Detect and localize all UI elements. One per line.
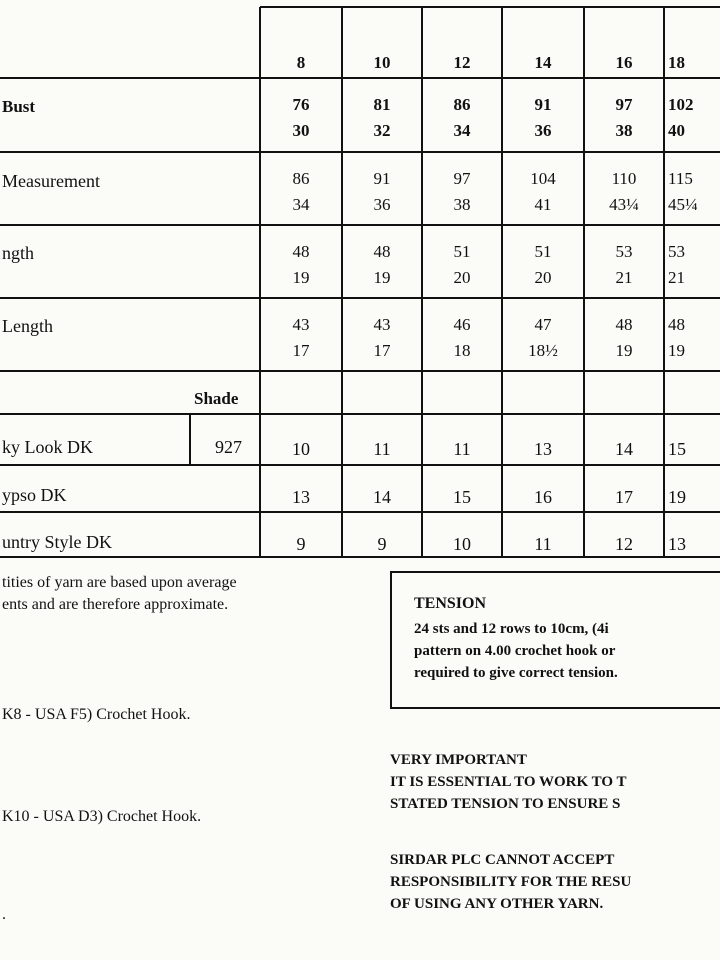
important-line-1: IT IS ESSENTIAL TO WORK TO T xyxy=(390,774,627,790)
yarn-note-line-2: ents and are therefore approximate. xyxy=(2,596,229,613)
yarn-ball-count: 11 xyxy=(453,439,471,459)
important-heading: VERY IMPORTANT xyxy=(390,752,527,768)
yarn-ball-count: 10 xyxy=(453,534,471,554)
cm-value: 43 xyxy=(373,315,391,334)
measurement-cell xyxy=(422,312,502,364)
size-10: 10 xyxy=(373,53,391,72)
measurement-cell xyxy=(503,239,583,291)
cm-value: 48 xyxy=(615,315,633,334)
yarn-name-3: untry Style DK xyxy=(2,532,112,552)
inch-value: 45¼ xyxy=(668,195,698,214)
yarn-ball-count: 17 xyxy=(615,487,633,507)
yarn-note-line-1: tities of yarn are based upon average xyxy=(2,574,237,591)
yarn-ball-count: 13 xyxy=(668,534,686,554)
cm-value: 115 xyxy=(668,169,693,188)
measurement-cell xyxy=(503,166,583,218)
yarn-name-1: ky Look DK xyxy=(2,437,93,457)
measurement-cell xyxy=(503,92,583,144)
measurement-cell xyxy=(664,92,720,144)
tension-line-1: 24 sts and 12 rows to 10cm, (4i xyxy=(414,621,609,637)
measurement-cell xyxy=(261,312,341,364)
inch-value: 19 xyxy=(668,341,685,360)
cm-value: 76 xyxy=(292,95,310,114)
yarn-ball-count: 11 xyxy=(373,439,391,459)
yarn-ball-count: 13 xyxy=(534,439,552,459)
important-line-2: STATED TENSION TO ENSURE S xyxy=(390,796,621,812)
measurement-cell xyxy=(261,92,341,144)
size-8: 8 xyxy=(296,53,306,72)
cm-value: 51 xyxy=(453,242,471,261)
measurement-cell xyxy=(503,312,583,364)
measurement-cell xyxy=(584,312,664,364)
yarn-ball-count: 11 xyxy=(534,534,552,554)
tension-title: TENSION xyxy=(414,595,487,612)
cm-value: 81 xyxy=(373,95,391,114)
cm-value: 46 xyxy=(453,315,471,334)
inch-value: 21 xyxy=(668,268,685,287)
measurement-cell xyxy=(584,166,664,218)
yarn-ball-count: 15 xyxy=(453,487,471,507)
disclaimer-line-1: SIRDAR PLC CANNOT ACCEPT xyxy=(390,852,615,868)
inch-value: 17 xyxy=(292,341,310,360)
cm-value: 110 xyxy=(611,169,637,188)
measurement-cell xyxy=(261,239,341,291)
shade-header: Shade xyxy=(194,389,239,408)
cm-value: 51 xyxy=(534,242,552,261)
hook-size-1: K8 - USA F5) Crochet Hook. xyxy=(2,706,191,723)
size-16: 16 xyxy=(615,53,633,72)
tension-box xyxy=(390,571,720,709)
measurement-cell xyxy=(664,312,720,364)
measurement-cell xyxy=(422,239,502,291)
row-label-length: ngth xyxy=(2,243,35,263)
inch-value: 36 xyxy=(373,195,391,214)
cm-value: 97 xyxy=(453,169,471,188)
disclaimer-line-2: RESPONSIBILITY FOR THE RESU xyxy=(390,874,632,890)
tension-line-2: pattern on 4.00 crochet hook or xyxy=(414,643,616,659)
yarn-ball-count: 9 xyxy=(377,534,387,554)
yarn-ball-count: 14 xyxy=(615,439,633,459)
cm-value: 97 xyxy=(615,95,633,114)
cm-value: 53 xyxy=(615,242,633,261)
yarn-ball-count: 13 xyxy=(292,487,310,507)
row-label-measurement: Measurement xyxy=(2,171,100,191)
measurement-cell xyxy=(584,239,664,291)
row-label-bust: Bust xyxy=(2,97,36,116)
inch-value: 19 xyxy=(292,268,310,287)
yarn-name-2: ypso DK xyxy=(2,485,67,505)
inch-value: 18 xyxy=(453,341,471,360)
measurement-cell xyxy=(342,92,422,144)
yarn-ball-count: 9 xyxy=(296,534,306,554)
measurement-cell xyxy=(664,166,720,218)
inch-value: 43¼ xyxy=(609,195,639,214)
measurement-cell xyxy=(261,166,341,218)
yarn-ball-count: 19 xyxy=(668,487,686,507)
yarn-ball-count: 15 xyxy=(668,439,686,459)
yarn-ball-count: 12 xyxy=(615,534,633,554)
inch-value: 41 xyxy=(534,195,552,214)
measurement-cell xyxy=(342,166,422,218)
hook-size-2: K10 - USA D3) Crochet Hook. xyxy=(2,808,202,825)
measurement-cell xyxy=(422,166,502,218)
inch-value: 36 xyxy=(534,121,552,140)
inch-value: 19 xyxy=(373,268,391,287)
inch-value: 40 xyxy=(668,121,685,140)
cm-value: 53 xyxy=(668,242,685,261)
inch-value: 20 xyxy=(453,268,471,287)
inch-value: 17 xyxy=(373,341,391,360)
trailing-mark: . xyxy=(2,906,6,923)
cm-value: 91 xyxy=(534,95,552,114)
cm-value: 47 xyxy=(534,315,552,334)
inch-value: 34 xyxy=(292,195,310,214)
cm-value: 48 xyxy=(668,315,685,334)
inch-value: 34 xyxy=(453,121,471,140)
measurement-cell xyxy=(422,92,502,144)
yarn-ball-count: 14 xyxy=(373,487,391,507)
size-18: 18 xyxy=(668,53,685,72)
yarn-shade-1: 927 xyxy=(215,437,242,457)
inch-value: 19 xyxy=(615,341,633,360)
inch-value: 21 xyxy=(615,268,633,287)
inch-value: 38 xyxy=(615,121,633,140)
measurement-cell xyxy=(664,239,720,291)
cm-value: 48 xyxy=(292,242,310,261)
cm-value: 102 xyxy=(668,95,694,114)
cm-value: 86 xyxy=(453,95,471,114)
inch-value: 30 xyxy=(292,121,310,140)
row-label-sleeve-length: Length xyxy=(2,316,53,336)
disclaimer-line-3: OF USING ANY OTHER YARN. xyxy=(390,896,604,912)
measurement-cell xyxy=(342,312,422,364)
tension-line-3: required to give correct tension. xyxy=(414,665,618,681)
inch-value: 20 xyxy=(534,268,552,287)
size-12: 12 xyxy=(453,53,471,72)
cm-value: 48 xyxy=(373,242,391,261)
size-14: 14 xyxy=(534,53,552,72)
cm-value: 86 xyxy=(292,169,310,188)
inch-value: 32 xyxy=(373,121,391,140)
yarn-ball-count: 16 xyxy=(534,487,552,507)
cm-value: 91 xyxy=(373,169,391,188)
cm-value: 104 xyxy=(530,169,556,188)
cm-value: 43 xyxy=(292,315,310,334)
measurement-cell xyxy=(342,239,422,291)
inch-value: 18½ xyxy=(528,341,558,360)
inch-value: 38 xyxy=(453,195,471,214)
measurement-cell xyxy=(584,92,664,144)
yarn-ball-count: 10 xyxy=(292,439,310,459)
